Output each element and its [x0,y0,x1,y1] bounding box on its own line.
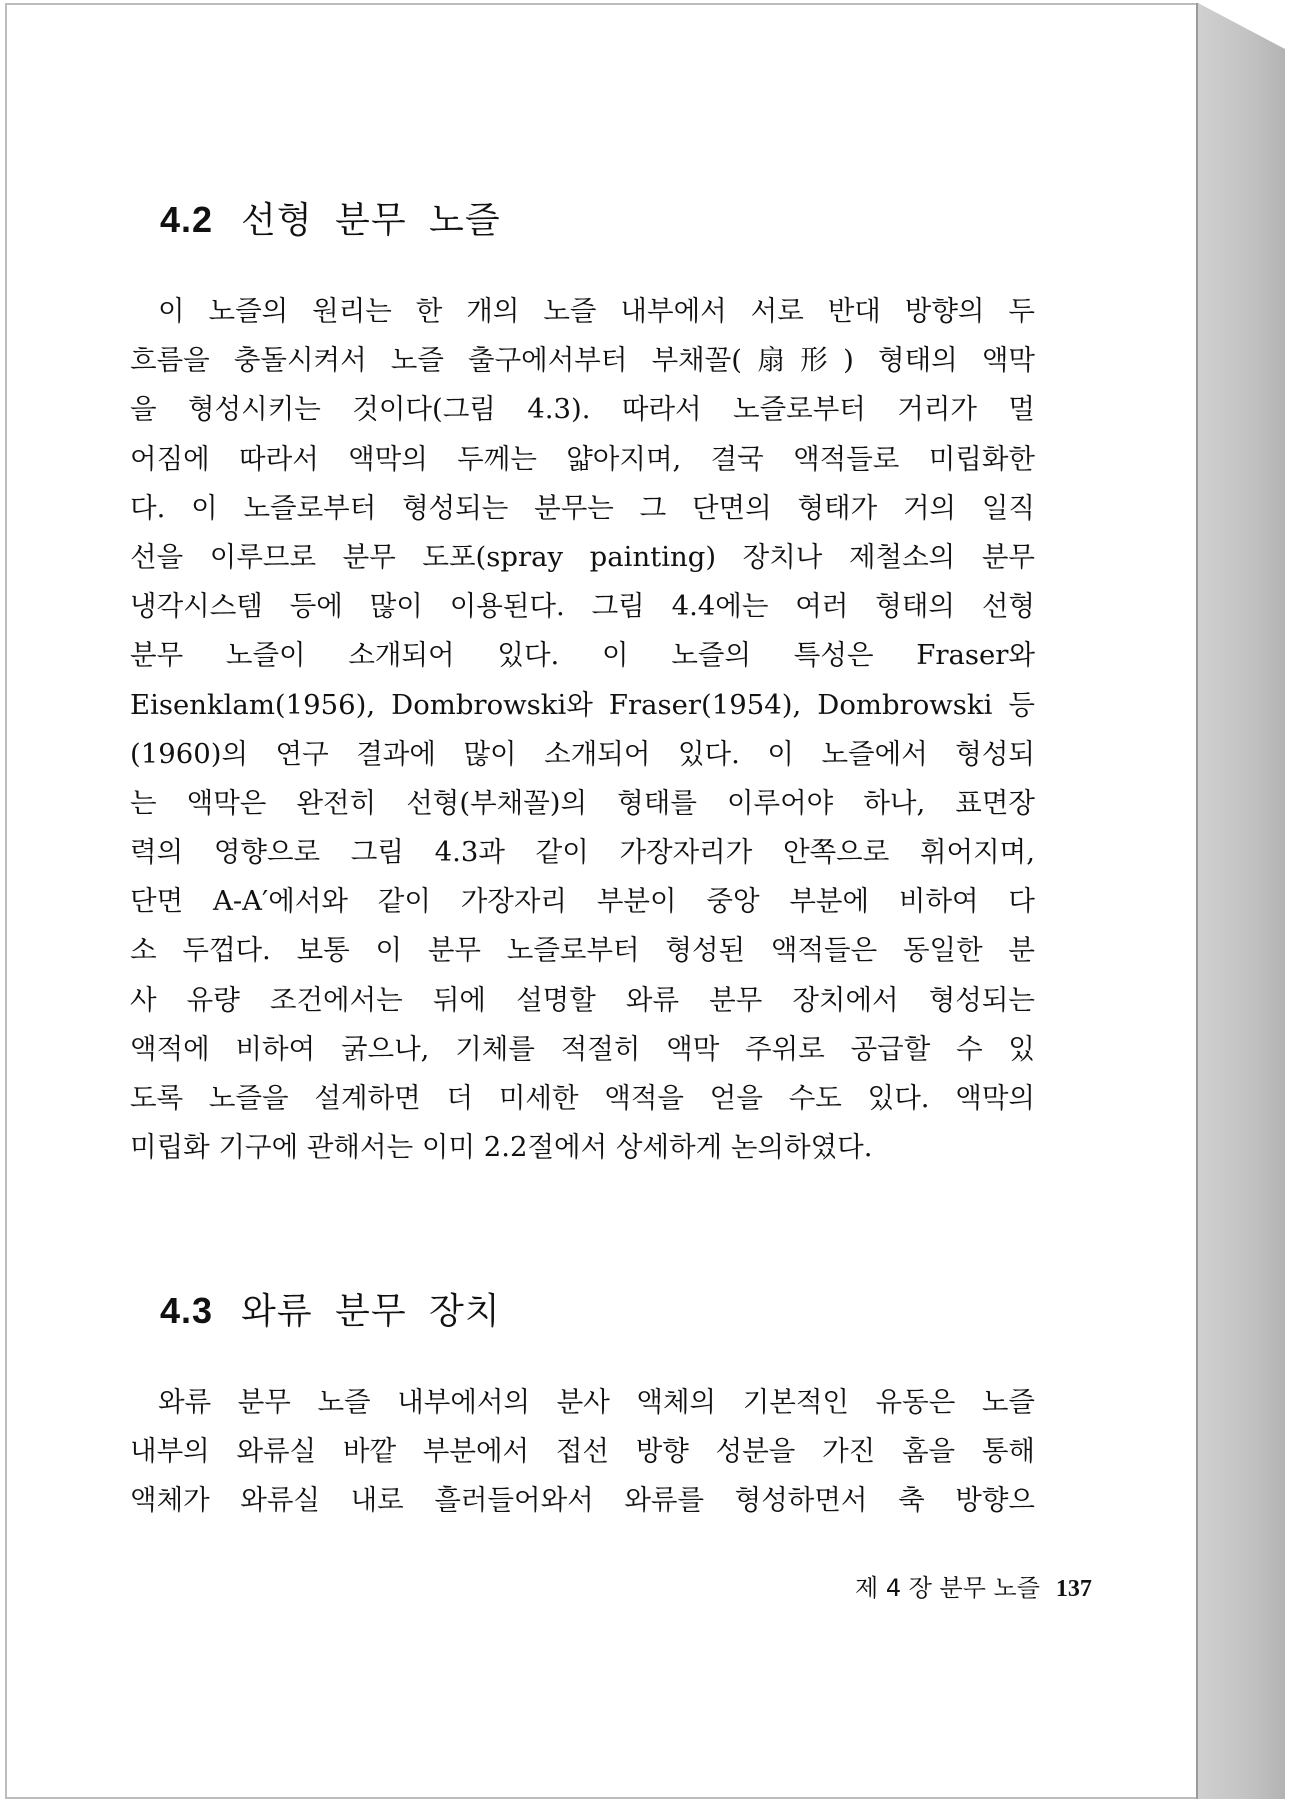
paragraph-line: 을 형성시키는 것이다(그림 4.3). 따라서 노즐로부터 거리가 멀 [130,393,1035,426]
paragraph-line: 단면 A-A′에서와 같이 가장자리 부분이 중앙 부분에 비하여 다 [130,885,1035,918]
section-heading-4-3 [160,1283,501,1334]
section-number: 4.3 [160,1290,214,1331]
paragraph-line: 흐름을 충돌시켜서 노즐 출구에서부터 부채꼴(扇形) 형태의 액막 [130,344,1035,377]
paragraph-line: 사 유량 조건에서는 뒤에 설명할 와류 분무 장치에서 형성되는 [130,983,1035,1016]
paragraph-line: 와류 분무 노즐 내부에서의 분사 액체의 기본적인 유동은 노즐 [158,1386,1035,1418]
page-number: 137 [1055,1576,1092,1602]
paragraph-line: 냉각시스템 등에 많이 이용된다. 그림 4.4에는 여러 형태의 선형 [130,590,1035,623]
paragraph-line: 다. 이 노즐로부터 형성되는 분무는 그 단면의 형태가 거의 일직 [130,491,1035,524]
paragraph-line: 는 액막은 완전히 선형(부채꼴)의 형태를 이루어야 하나, 표면장 [130,786,1035,819]
section-number: 4.2 [160,199,214,240]
section-4-2-paragraph [130,287,1035,1172]
paragraph-line: (1960)의 연구 결과에 많이 소개되어 있다. 이 노즐에서 형성되 [130,737,1035,770]
paragraph-line: 력의 영향으로 그림 4.3과 같이 가장자리가 안쪽으로 휘어지며, [130,836,1035,869]
paragraph-line: Eisenklam(1956), Dombrowski와 Fraser(1954), Dombrowski 등 [130,688,1035,721]
page-footer [855,1568,1092,1603]
paragraph-line: 도록 노즐을 설계하면 더 미세한 액적을 얻을 수도 있다. 액막의 [130,1082,1035,1114]
paragraph-line: 이 노즐의 원리는 한 개의 노즐 내부에서 서로 반대 방향의 두 [158,295,1035,327]
paragraph-line: 선을 이루므로 분무 도포(spray painting) 장치나 제철소의 분무 [130,540,1035,573]
paragraph-line: 액적에 비하여 굵으나, 기체를 적절히 액막 주위로 공급할 수 있 [130,1032,1035,1065]
section-title: 선형 분무 노즐 [241,200,501,241]
paragraph-line: 소 두껍다. 보통 이 분무 노즐로부터 형성된 액적들은 동일한 분 [130,934,1035,967]
book-spine [1198,3,1285,1799]
paragraph-line: 어짐에 따라서 액막의 두께는 얇아지며, 결국 액적들로 미립화한 [130,442,1035,475]
section-heading-4-2 [160,192,501,243]
paragraph-line: 미립화 기구에 관해서는 이미 2.2절에서 상세하게 논의하였다. [130,1131,873,1164]
section-title: 와류 분무 장치 [241,1291,501,1332]
paragraph-line: 액체가 와류실 내로 흘러들어와서 와류를 형성하면서 축 방향으 [130,1484,1035,1517]
paragraph-line: 내부의 와류실 바깥 부분에서 접선 방향 성분을 가진 홈을 통해 [130,1435,1035,1468]
chapter-label: 제 4 장 분무 노즐 [855,1574,1040,1602]
section-4-3-paragraph [130,1378,1035,1526]
paragraph-line: 분무 노즐이 소개되어 있다. 이 노즐의 특성은 Fraser와 [130,639,1035,672]
